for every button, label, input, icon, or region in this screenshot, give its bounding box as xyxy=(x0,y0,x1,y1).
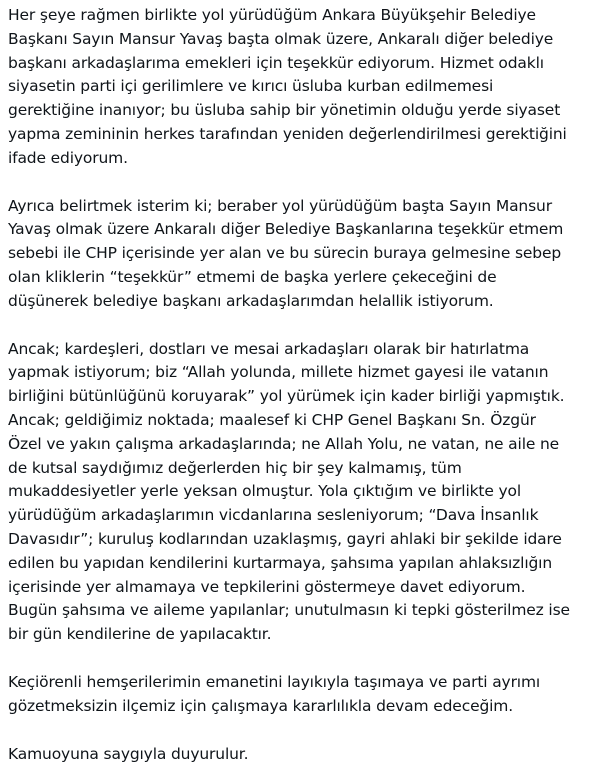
post-paragraph-1: Her şeye rağmen birlikte yol yürüdüğüm Ankara Büyükşehir Belediye Başkanı Sayın Mansur Yavaş başta olmak üzere, Ankaralı diğer belediye başkanı arkadaşlarıma emekleri için teşekkür ediyorum. Hizmet odaklı siyasetin parti içi gerilimlere ve kırıcı üsluba kurban edilmemesi gerektiğine inanıyor; bu üsluba sahip bir yönetimin olduğu yerde siyaset yapma zemininin herkes tarafından yeniden değerlendirilmesi gerektiğini ifade ediyorum. xyxy=(8,6,567,167)
post-text xyxy=(8,4,580,766)
post-paragraph-2: Ayrıca belirtmek isterim ki; beraber yol yürüdüğüm başta Sayın Mansur Yavaş olmak üzere Ankaralı diğer Belediye Başkanlarına teşekkür etmem sebebi ile CHP içerisinde yer alan ve bu sürecin buraya gelmesine sebep olan kliklerin “teşekkür” etmemi de başka yerlere çekeceğini de düşünerek belediye başkanı arkadaşlarımdan helallik istiyorum. xyxy=(8,196,564,310)
post-paragraph-4: Keçiörenli hemşerilerimin emanetini layıkıyla taşımaya ve parti ayrımı gözetmeksizin ilçemiz için çalışmaya kararlılıkla devam edeceğim. xyxy=(8,672,541,715)
post-paragraph-3: Ancak; kardeşleri, dostları ve mesai arkadaşları olarak bir hatırlatma yapmak istiyorum; biz “Allah yolunda, millete hizmet gayesi ile vatanın birliğini bütünlüğünü koruyarak” yol yürümek için kader birliği yapmıştık. Ancak; geldiğimiz noktada; maalesef ki CHP Genel Başkanı Sn. Özgür Özel ve yakın çalışma arkadaşlarında; ne Allah Yolu, ne vatan, ne aile ne de kutsal saydığımız değerlerden hiç bir şey kalmamış, tüm mukaddesiyetler yerle yeksan olmuştur. Yola çıktığım ve birlikte yol yürüdüğüm arkadaşlarımın vicdanlarına sesleniyorum; “Dava İnsanlık Davasıdır”; kuruluş kodlarından uzaklaşmış, gayri ahlaki bir şekilde idare edilen bu yapıdan kendilerini kurtarmaya, şahsıma yapılan ahlaksızlığın içerisinde yer almamaya ve tepkilerini göstermeye davet ediyorum. Bugün şahsıma ve aileme yapılanlar; unutulmasın ki tepki gösterilmez ise bir gün kendilerine de yapılacaktır. xyxy=(8,339,570,644)
post-paragraph-5: Kamuoyuna saygıyla duyurulur. xyxy=(8,744,249,763)
